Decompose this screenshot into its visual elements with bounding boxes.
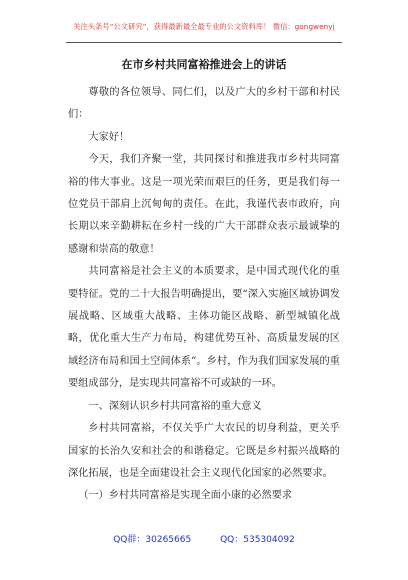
subsection-heading: （一）乡村共同富裕是实现全面小康的必然要求	[78, 490, 293, 502]
salutation: 尊敬的各位领导、同仁们，以及广大的乡村干部和村民们：	[68, 87, 340, 121]
section-paragraph: 乡村共同富裕，不仅关乎广大农民的切身利益，更关乎国家的长治久安和社会的和谐稳定。它既是乡村振兴战略的深化拓展，也是全面建设社会主义现代化国家的必然要求。	[68, 423, 340, 479]
header-divider	[66, 42, 342, 43]
greeting: 大家好！	[88, 131, 130, 143]
body-paragraph: 今天，我们齐聚一堂，共同探讨和推进我市乡村共同富裕的伟大事业。这是一项光荣而艰巨的任务，更是我们每一位党员干部肩上沉甸甸的责任。在此，我谨代表市政府，向长期以来辛勤耕耘在乡村一线的广大干部群众表示最诚挚的感谢和崇高的敬意！	[68, 154, 340, 255]
header-banner: 关注头条号“公文研究”，获得最新最全最专业的公文资料库！ 微信：gongwenyj	[73, 22, 335, 31]
footer-contact	[0, 532, 408, 545]
document-title: 在市乡村共同富裕推进会上的讲话	[121, 58, 287, 71]
document-body	[68, 82, 340, 508]
section-heading: 一、深刻认识乡村共同富裕的重大意义	[88, 400, 262, 412]
body-paragraph: 共同富裕是社会主义的本质要求，是中国式现代化的重要特征。党的二十大报告明确提出，要“深入实施区域协调发展战略、区域重大战略、主体功能区战略、新型城镇化战略，优化重大生产力布局，构建优势互补、高质量发展的区域经济布局和国土空间体系”。乡村，作为我们国家发展的重要组成部分，是实现共同富裕不可或缺的一环。	[68, 266, 340, 390]
footer-qq-number: QQ：535304092	[220, 535, 295, 545]
footer-qq-group: QQ群：30265665	[113, 535, 192, 545]
